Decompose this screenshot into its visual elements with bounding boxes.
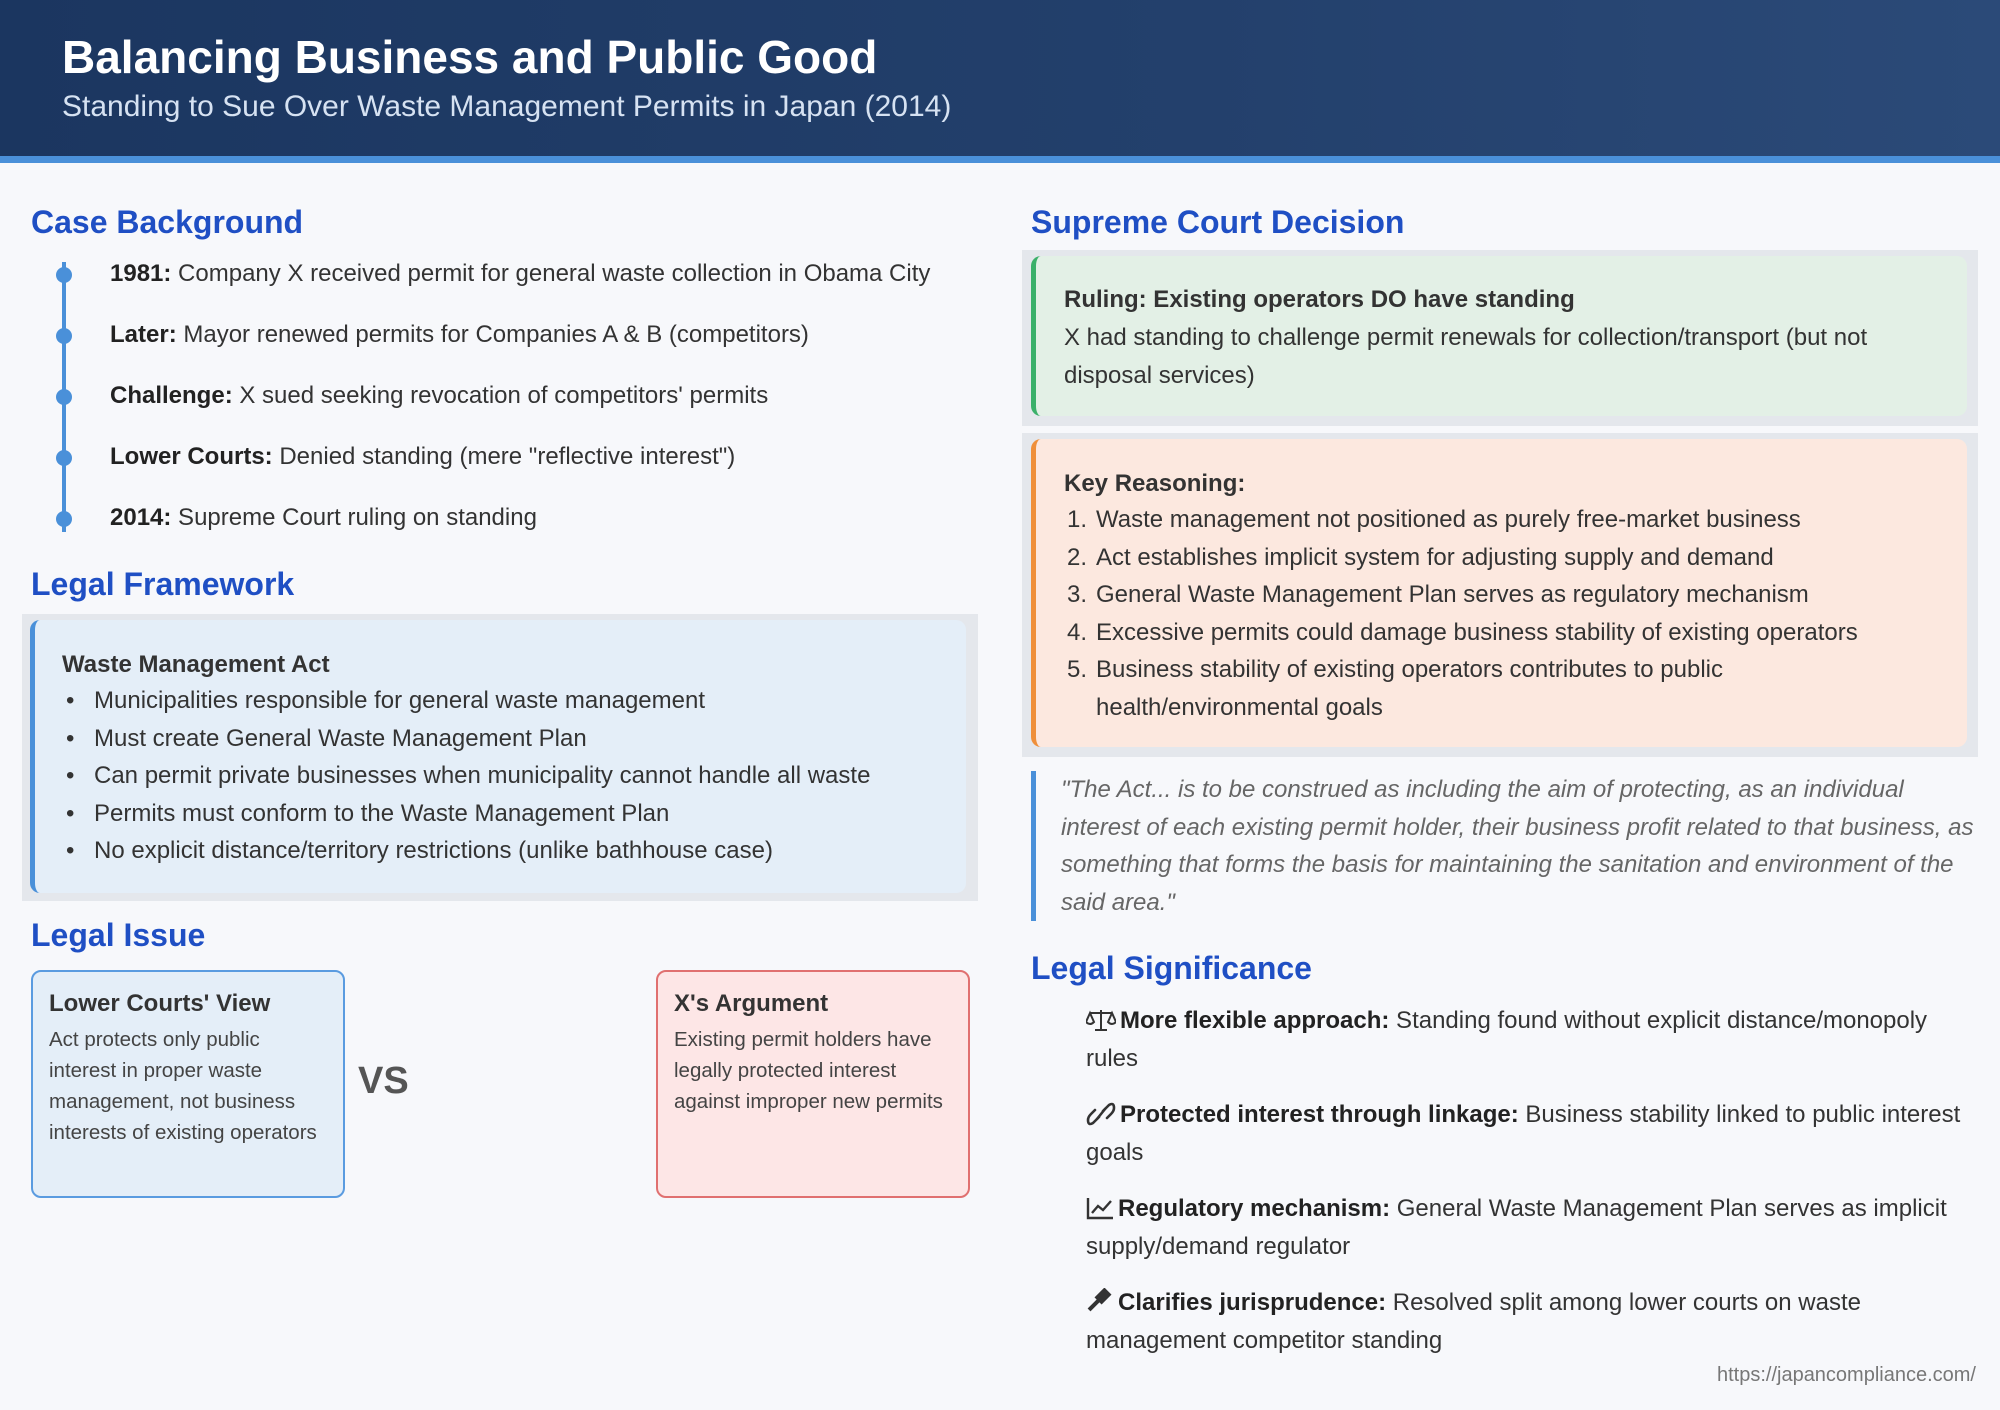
timeline-item: Lower Courts: Denied standing (mere "reflective interest") (32, 437, 992, 498)
ruling-panel (1022, 250, 1978, 426)
ruling-text: X had standing to challenge permit renewals for collection/transport (but not disposal services) (1064, 324, 1868, 389)
list-item: • Permits must conform to the Waste Management Plan (62, 795, 942, 833)
timeline-dot (56, 328, 72, 344)
case-background-title: Case Background (31, 204, 304, 240)
lower-courts-view-card (31, 970, 345, 1198)
footer-url[interactable]: https://japancompliance.com/ (1716, 1364, 1976, 1386)
framework-list (62, 682, 942, 870)
legal-issue-title: Legal Issue (31, 917, 206, 953)
list-item: • No explicit distance/territory restrictions (unlike bathhouse case) (62, 832, 942, 870)
list-item: 5. Business stability of existing operators contributes to public health/environmental goals (1067, 656, 1723, 721)
vs-label: VS (358, 1060, 409, 1102)
legal-framework-title: Legal Framework (31, 566, 295, 602)
framework-box-title: Waste Management Act (62, 651, 330, 678)
ruling-box (1031, 256, 1967, 416)
card-text: Act protects only public interest in proper waste management, not business interests of existing operators (49, 1028, 317, 1144)
timeline-dot (56, 389, 72, 405)
timeline (32, 254, 992, 559)
x-argument-card (656, 970, 970, 1198)
reasoning-list (1064, 501, 1941, 726)
ruling-title: Ruling: Existing operators DO have standing (1064, 286, 1575, 313)
list-item: 4. Excessive permits could damage business stability of existing operators (1067, 618, 1858, 646)
legal-significance-title: Legal Significance (1031, 950, 1312, 986)
timeline-item: 2014: Supreme Court ruling on standing (32, 498, 992, 559)
significance-item: Clarifies jurisprudence: Resolved split among lower courts on waste management competitor standing (1086, 1289, 1861, 1354)
timeline-item: Challenge: X sued seeking revocation of competitors' permits (32, 376, 992, 437)
page-subtitle: Standing to Sue Over Waste Management Permits in Japan (2014) (62, 90, 952, 123)
legal-framework-panel (22, 614, 978, 901)
timeline-dot (56, 511, 72, 527)
significance-item: More flexible approach: Standing found without explicit distance/monopoly rules (1086, 1007, 1928, 1072)
legal-framework-box (30, 620, 966, 893)
header (0, 0, 2000, 163)
list-item: • Municipalities responsible for general waste management (62, 682, 942, 720)
card-text: Existing permit holders have legally protected interest against improper new permits (674, 1028, 943, 1113)
page-title: Balancing Business and Public Good (62, 31, 878, 83)
list-item: 3. General Waste Management Plan serves as regulatory mechanism (1067, 581, 1809, 608)
link-icon (1086, 1102, 1116, 1126)
reasoning-box (1031, 439, 1967, 747)
reasoning-title: Key Reasoning: (1064, 470, 1246, 497)
list-item: • Must create General Waste Management Plan (62, 720, 942, 758)
timeline-item: 1981: Company X received permit for general waste collection in Obama City (32, 254, 992, 315)
balance-scale-icon (1086, 1008, 1116, 1032)
list-item: 1. Waste management not positioned as purely free-market business (1067, 506, 1801, 533)
significance-item: Protected interest through linkage: Business stability linked to public interest goals (1086, 1101, 1961, 1166)
card-title: X's Argument (674, 990, 829, 1017)
gavel-icon (1086, 1288, 1114, 1314)
significance-item: Regulatory mechanism: General Waste Management Plan serves as implicit supply/demand regulator (1086, 1195, 1947, 1260)
card-title: Lower Courts' View (49, 990, 271, 1017)
list-item: 2. Act establishes implicit system for adjusting supply and demand (1067, 543, 1774, 571)
timeline-item: Later: Mayor renewed permits for Companies A & B (competitors) (32, 315, 992, 376)
court-quote: "The Act... is to be construed as including the aim of protecting, as an individual interest of each existing permit holder, their business profit related to that business, as something that forms the basis for maintaining the sanitation and environment of the said area." (1031, 771, 1981, 921)
decision-title: Supreme Court Decision (1031, 204, 1405, 240)
reasoning-panel (1022, 433, 1978, 757)
chart-line-icon (1086, 1196, 1114, 1220)
list-item: • Can permit private businesses when municipality cannot handle all waste (62, 757, 942, 795)
timeline-dot (56, 450, 72, 466)
timeline-dot (56, 267, 72, 283)
